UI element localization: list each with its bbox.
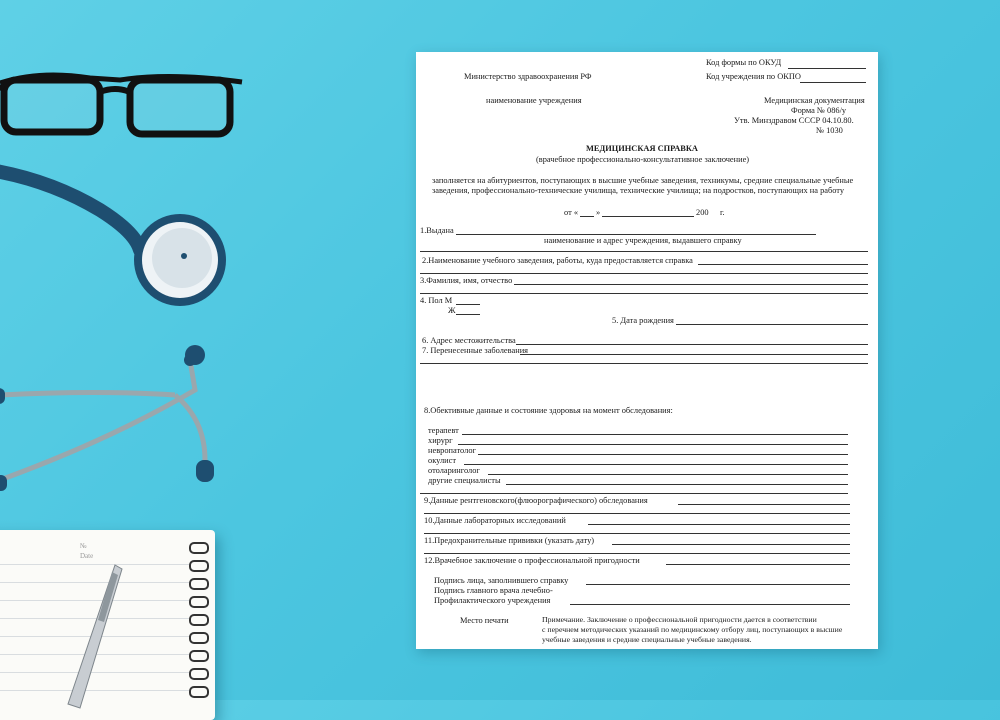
note-line-2: с перечнем методических указаний по медицинскому отбору лиц, поступающих в высшие	[542, 625, 843, 634]
specialist-oculist: окулист	[428, 456, 456, 465]
notebook-spiral	[189, 538, 211, 720]
signature-chief-2: Профилактического учреждения	[434, 596, 551, 605]
signature-chief-1: Подпись главного врача лечебно-	[434, 586, 553, 595]
specialist-neurologist: невропатолог	[428, 446, 476, 455]
field-conclusion: 12.Врачебное заключение о профессиональной пригодности	[424, 556, 640, 565]
order-number: № 1030	[816, 126, 843, 135]
eyeglasses	[0, 48, 250, 148]
field-lab: 10.Данные лабораторных исследований	[424, 516, 566, 525]
form-title: МЕДИЦИНСКАЯ СПРАВКА	[586, 144, 698, 153]
okpo-label: Код учреждения по ОКПО	[706, 72, 801, 81]
specialist-surgeon: хирург	[428, 436, 453, 445]
medical-certificate-form	[416, 52, 878, 649]
field-issued: 1.Выдана	[420, 226, 454, 235]
institution-name-label: наименование учреждения	[486, 96, 582, 105]
specialist-ent: отоларинголог	[428, 466, 480, 475]
med-doc-label: Медицинская документация	[764, 96, 865, 105]
stamp-place: Место печати	[460, 616, 509, 625]
note-line-1: Примечание. Заключение о профессиональной пригодности дается в соответствии	[542, 615, 817, 624]
form-subtitle: (врачебное профессионально-консультативное заключение)	[536, 155, 750, 164]
field-address: 6. Адрес местожительства	[422, 336, 516, 345]
stethoscope	[0, 150, 250, 510]
date-quote: »	[596, 208, 601, 217]
ministry-label: Министерство здравоохранения РФ	[464, 72, 592, 81]
okud-label: Код формы по ОКУД	[706, 58, 782, 67]
field-xray: 9.Данные рентгеновского(флюорографического) обследования	[424, 496, 648, 505]
field-institution: 2.Наименование учебного заведения, работы, куда предоставляется справка	[422, 256, 693, 265]
notebook-no-label: №	[80, 542, 87, 550]
signature-filler: Подпись лица, заполнившего справку	[434, 576, 569, 585]
note-line-3: учебные заведения и средние специальные учебные заведения.	[542, 635, 752, 644]
field-gender-m: 4. Пол М	[420, 296, 453, 305]
field-issued-hint: наименование и адрес учреждения, выдавшего справку	[544, 236, 742, 245]
intro-line-2: заведения, профессионально-технические училища, технические училища; на подростков, поступающих на работу	[432, 186, 845, 195]
date-year: 200	[696, 208, 709, 217]
date-g: г.	[720, 208, 725, 217]
specialist-therapist: терапевт	[428, 426, 459, 435]
pen	[60, 560, 130, 710]
notebook-date-label: Date	[80, 552, 94, 560]
intro-line-1: заполняется на абитуриентов, поступающих в высшие учебные заведения, техникумы, средние специальные учебные	[432, 176, 854, 185]
specialist-other: другие специалисты	[428, 476, 501, 485]
approval-line: Утв. Минздравом СССР 04.10.80.	[734, 116, 854, 125]
field-fullname: 3.Фамилия, имя, отчество	[420, 276, 513, 285]
field-birthdate: 5. Дата рождения	[612, 316, 674, 325]
field-objective-data: 8.Обективные данные и состояние здоровья на момент обследования:	[424, 406, 673, 415]
field-gender-f: Ж	[448, 306, 456, 315]
field-diseases: 7. Перенесенные заболевания	[422, 346, 529, 355]
date-from: от «	[564, 208, 579, 217]
form-number: Форма № 086/у	[791, 106, 847, 115]
field-vaccines: 11.Предохранительные прививки (указать дату)	[424, 536, 595, 545]
